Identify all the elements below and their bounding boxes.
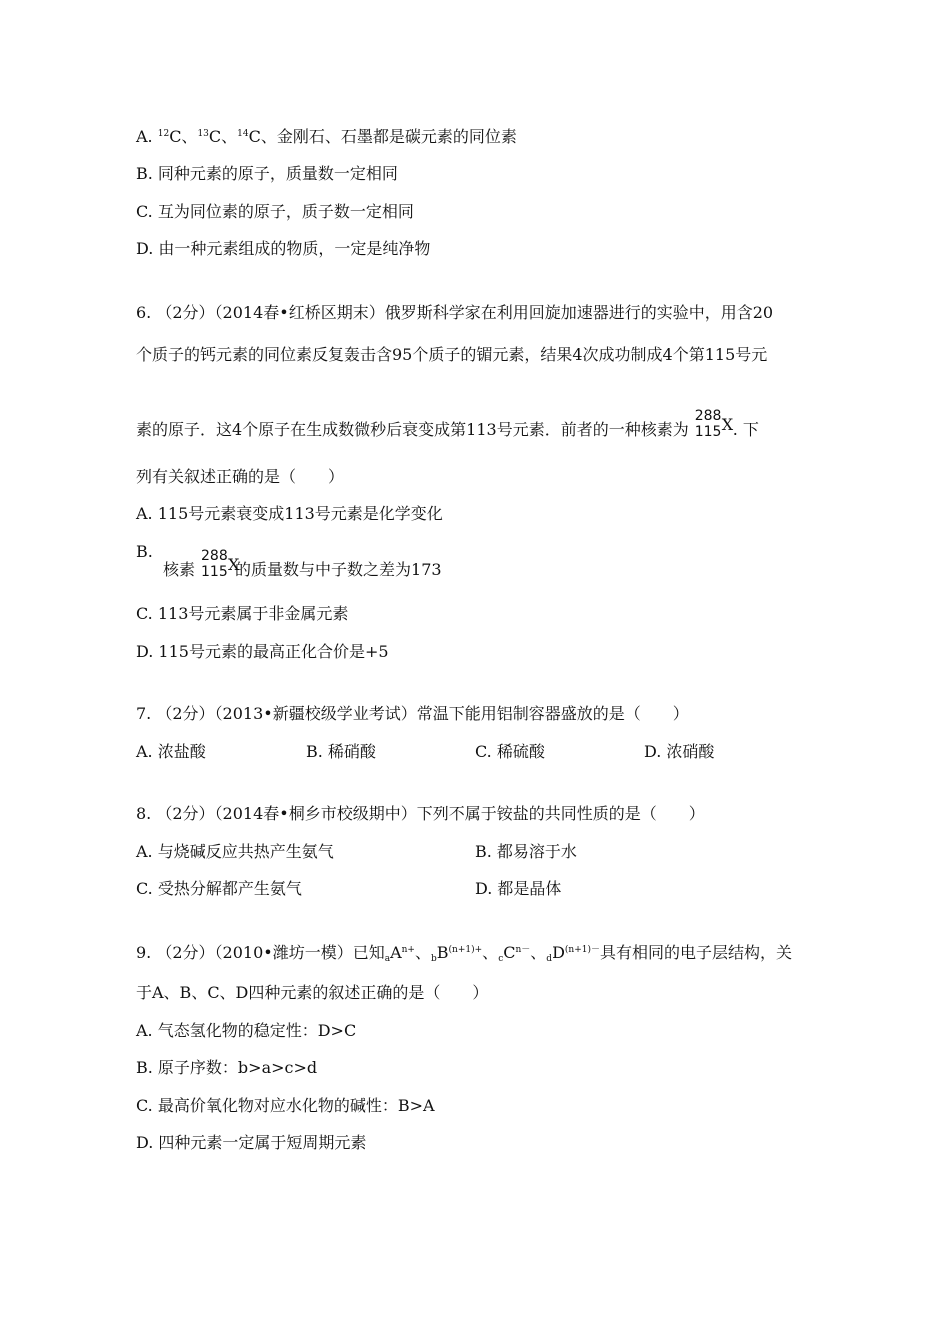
q6-option-d: D. 115号元素的最高正化合价是+5 bbox=[136, 642, 389, 661]
q7-option-b: B. 稀硝酸 bbox=[306, 742, 376, 761]
q8-option-c: C. 受热分解都产生氨气 bbox=[136, 879, 302, 898]
q9-stem-line2: 于A、B、C、D四种元素的叙述正确的是（ ） bbox=[136, 983, 489, 1002]
q6-option-c: C. 113号元素属于非金属元素 bbox=[136, 604, 349, 623]
q9-stem-line1: 9. （2分）（2010•潍坊一模）已知$_aA^{n+}$、$_bB^{(n+1)+}$、$_cC^{n-}$、$_dD^{(n+1)-}$具有相同的电子层结构，关 bbox=[136, 943, 792, 964]
q7-option-c: C. 稀硫酸 bbox=[475, 742, 545, 761]
q9-option-c: C. 最高价氧化物对应水化物的碱性：B>A bbox=[136, 1096, 435, 1115]
q7-option-a: A. 浓盐酸 bbox=[136, 742, 206, 761]
q8-stem: 8. （2分）（2014春•桐乡市校级期中）下列不属于铵盐的共同性质的是（ ） bbox=[136, 804, 705, 823]
q9-option-a: A. 气态氢化物的稳定性：D>C bbox=[136, 1021, 357, 1040]
nuclide-notation: 288 115 X bbox=[694, 408, 734, 440]
nuclide-notation: 288 115 X bbox=[201, 548, 240, 580]
q6-stem-line1: 6. （2分）（2014春•红桥区期末）俄罗斯科学家在利用回旋加速器进行的实验中，用含20 bbox=[136, 303, 774, 322]
q5-option-a: A. $^{12}$C、$^{13}$C、$^{14}$C、金刚石、石墨都是碳元素的同位素 bbox=[136, 127, 517, 146]
q7-stem: 7. （2分）（2013•新疆校级学业考试）常温下能用铝制容器盛放的是（ ） bbox=[136, 704, 689, 723]
q7-option-d: D. 浓硝酸 bbox=[644, 742, 715, 761]
q6-option-b-label: B. bbox=[136, 542, 153, 561]
q9-option-d: D. 四种元素一定属于短周期元素 bbox=[136, 1133, 367, 1152]
q6-stem-line3: 素的原子．这4个原子在生成数微秒后衰变成第113号元素．前者的一种核素为 288 115 X . 下 bbox=[136, 413, 759, 443]
q5-option-b: B. 同种元素的原子，质量数一定相同 bbox=[136, 164, 398, 183]
q6-option-a: A. 115号元素衰变成113号元素是化学变化 bbox=[136, 504, 443, 523]
q6-stem-line4: 列有关叙述正确的是（ ） bbox=[136, 467, 345, 486]
q8-option-b: B. 都易溶于水 bbox=[475, 842, 577, 861]
q5-option-c: C. 互为同位素的原子，质子数一定相同 bbox=[136, 202, 414, 221]
q5-option-d: D. 由一种元素组成的物质，一定是纯净物 bbox=[136, 239, 431, 258]
q9-option-b: B. 原子序数：b>a>c>d bbox=[136, 1058, 318, 1077]
q8-option-a: A. 与烧碱反应共热产生氨气 bbox=[136, 842, 334, 861]
q8-option-d: D. 都是晶体 bbox=[475, 879, 562, 898]
q6-stem-line2: 个质子的钙元素的同位素反复轰击含95个质子的镅元素，结果4次成功制成4个第115号元 bbox=[136, 345, 768, 364]
q6-option-b: 核素 288 115 X 的质量数与中子数之差为173 bbox=[163, 553, 442, 583]
